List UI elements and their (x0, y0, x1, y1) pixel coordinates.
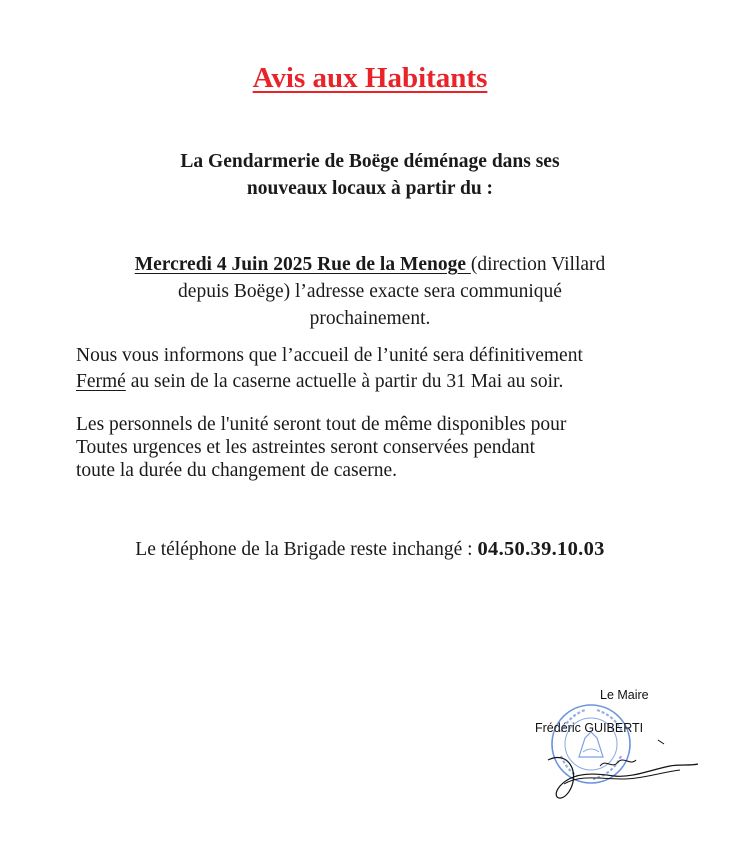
move-line-2: depuis Boëge) l’adresse exacte sera communiqué (178, 281, 562, 302)
staff-line-2: Toutes urgences et les astreintes seront conservées pendant (76, 437, 536, 458)
move-detail-1: (direction Villard (470, 254, 606, 275)
phone-paragraph (0, 538, 740, 561)
phone-label: Le téléphone de la Brigade reste inchangé : (135, 539, 478, 560)
intro-line-2: nouveaux locaux à partir du : (246, 178, 494, 199)
closure-paragraph (76, 343, 726, 395)
handwritten-signature-icon (540, 700, 700, 820)
move-date-address: Mercredi 4 Juin 2025 Rue de la Menoge (134, 254, 471, 275)
phone-number: 04.50.39.10.03 (477, 538, 605, 560)
closure-word: Fermé (76, 371, 126, 392)
notice-title: Avis aux Habitants (252, 62, 488, 94)
move-line-1 (0, 251, 740, 278)
mayor-name: Frédéric GUIBERTI (535, 721, 644, 735)
staff-line-3: toute la durée du changement de caserne. (76, 460, 398, 481)
mayor-role: Le Maire (600, 688, 649, 702)
closure-line-2-rest: au sein de la caserne actuelle à partir du 31 Mai au soir. (125, 371, 564, 392)
closure-line-1: Nous vous informons que l’accueil de l’unité sera définitivement (76, 345, 583, 366)
intro-line-1: La Gendarmerie de Boëge déménage dans ses (180, 151, 560, 172)
intro-paragraph (0, 148, 740, 202)
closure-line-2 (76, 369, 726, 395)
staff-line-1: Les personnels de l'unité seront tout de même disponibles pour (76, 414, 567, 435)
move-paragraph (0, 251, 740, 332)
staff-paragraph (76, 413, 726, 482)
move-line-3: prochainement. (309, 308, 431, 329)
